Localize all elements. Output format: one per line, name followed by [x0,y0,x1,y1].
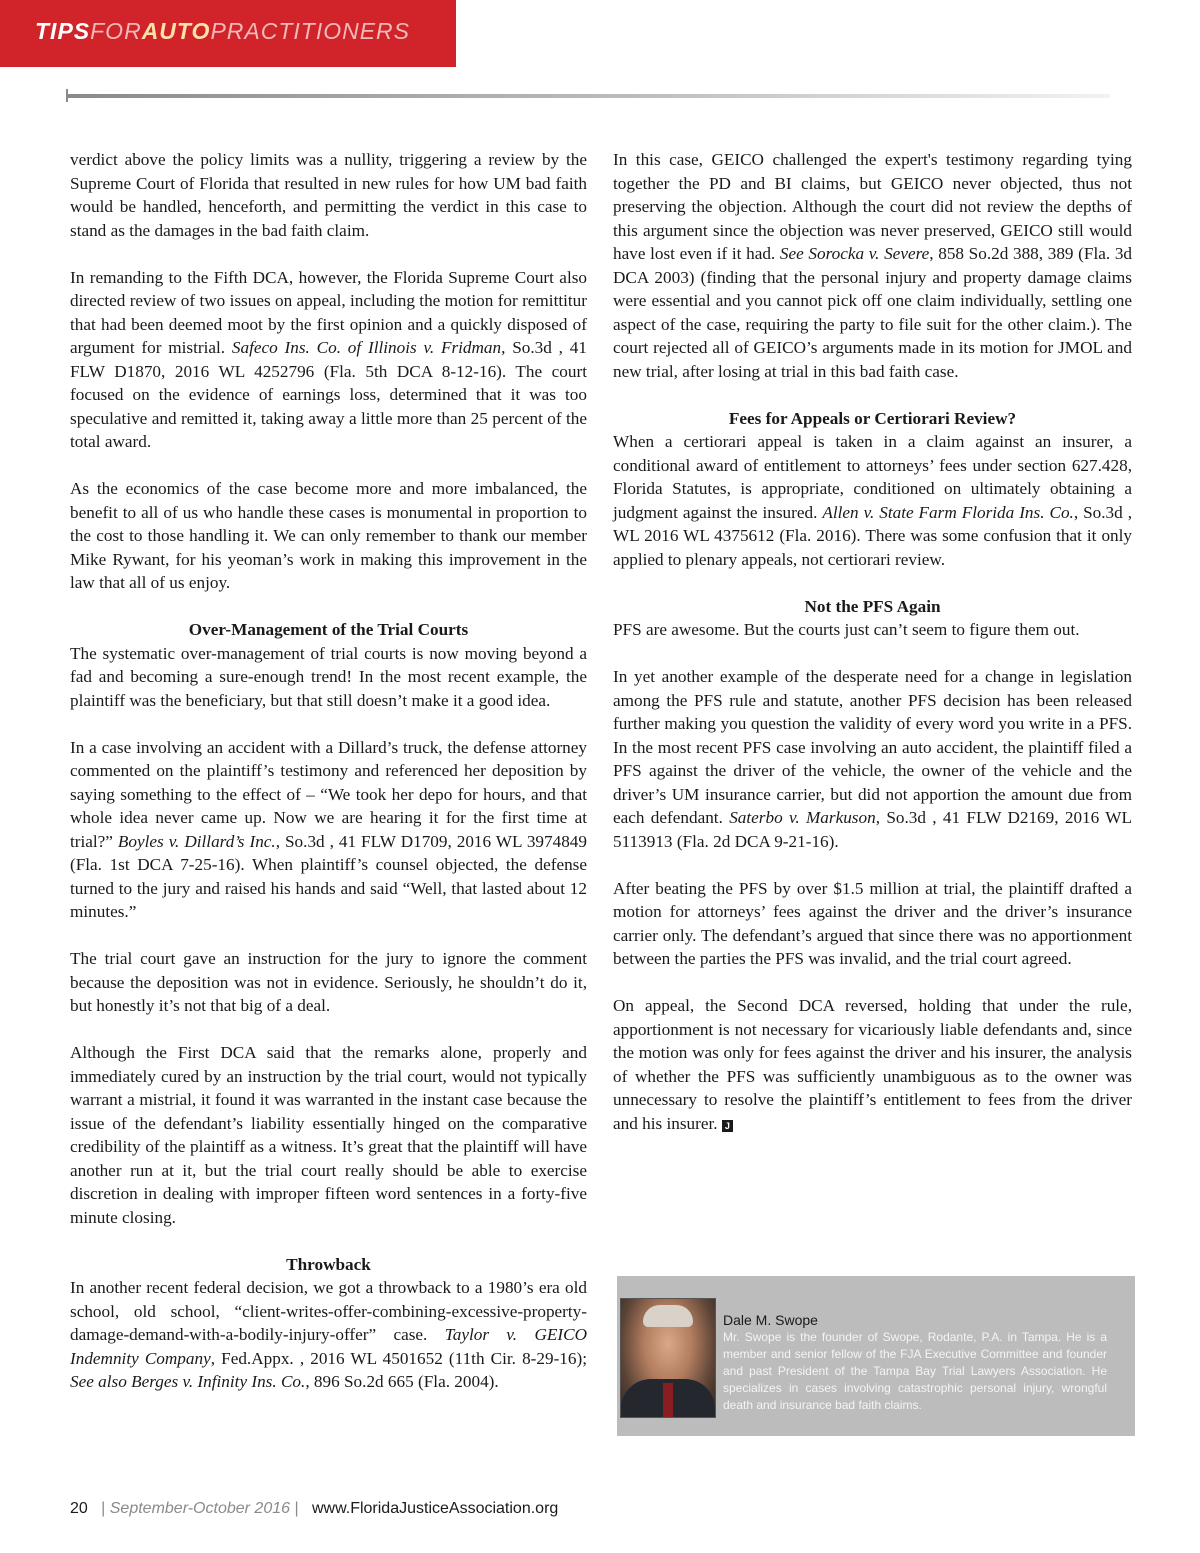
case-citation: Boyles v. Dillard’s Inc. [117,831,276,851]
paragraph: On appeal, the Second DCA reversed, holding that under the rule, apportionment is not necessary for vicariously liable defendants and, since the motion was only for fees against the driver and his insurer, the analysis of whether the PFS was sufficiently unambiguous as to the owner was unnecessary to resolve the plaintiff’s entitlement to fees from the driver and his insurer. J [613,996,1132,1133]
paragraph: As the economics of the case become more and more imbalanced, the benefit to all of us who handle these cases is monumental in proportion to the cost to those handling it. We can only remember to thank our member Mike Rywant, for his yeoman’s work in making this improvement in the law that all of us enjoy. [70,479,587,592]
website-link[interactable]: www.FloridaJusticeAssociation.org [311,1500,559,1517]
paragraph: verdict above the policy limits was a nullity, triggering a review by the Supreme Court of Florida that resulted in new rules for how UM bad faith would be handled, henceforth, and permitting the verdict in this case to stand as the damages in the bad faith claim. [70,150,587,240]
paragraph: In a case involving an accident with a Dillard’s truck, the defense attorney commented on the plaintiff’s testimony and referenced her deposition by saying something to the effect of – “We took her depo for hours, and that whole idea never came up. Now we are hearing it for the first time at trial?” Boyles v. Dillard’s Inc., So.3d , 41 FLW D1709, 2016 WL 3974849 (Fla. 1st DCA 7-25-16). When plaintiff’s counsel objected, the defense turned to the jury and raised his hands and said “Well, that lasted about 12 minutes.” [70,737,587,921]
author-photo [620,1298,716,1418]
case-citation: See Sorocka v. Severe [779,244,930,263]
author-description: Mr. Swope is the founder of Swope, Rodante, P.A. in Tampa. He is a member and senior fellow of the FJA Executive Committee and founder and past President of the Tampa Bay Trial Lawyers Association. He specializes in cases involving catastrophic personal injury, wrongful death and insurance bad faith claims. [723,1330,1107,1412]
case-citation: Allen v. State Farm Florida Ins. Co. [822,502,1074,522]
right-column [613,148,1132,1159]
author-bio-box [617,1276,1135,1436]
case-citation: Taylor v. GEICO Indemnity Company [70,1325,587,1368]
issue-date: September-October 2016 [109,1500,291,1517]
section-heading: Fees for Appeals or Certiorari Review? [728,408,1017,428]
section-heading: Not the PFS Again [804,596,941,616]
section-banner [0,0,456,67]
case-citation: See also Berges v. Infinity Ins. Co. [70,1372,306,1391]
page-footer: 20 | September-October 2016 | www.FloridaJusticeAssociation.org [70,1500,559,1517]
section-heading: Throwback [286,1254,371,1274]
paragraph: In another recent federal decision, we got a throwback to a 1980’s era old school, old school, “client-writes-offer-combining-excessive-property-damage-demand-with-a-bodily-injury-offer” case. Taylor v. GEICO Indemnity Company, Fed.Appx. , 2016 WL 4501652 (11th Cir. 8-29-16); See also Berges v. Infinity Ins. Co., 896 So.2d 665 (Fla. 2004). [70,1278,587,1391]
paragraph: In yet another example of the desperate need for a change in legislation among the PFS rule and statute, another PFS decision has been released further making you question the validity of every word you write in a PFS. In the most recent PFS case involving an auto accident, the plaintiff filed a PFS against the driver of the vehicle, the owner of the vehicle and the driver’s UM insurance carrier, but did not apportion the amount due from each defendant. Saterbo v. Markuson, So.3d , 41 FLW D2169, 2016 WL 5113913 (Fla. 2d DCA 9-21-16). [613,667,1132,851]
paragraph: In remanding to the Fifth DCA, however, the Florida Supreme Court also directed review of two issues on appeal, including the motion for remittitur that had been deemed moot by the first opinion and a quickly disposed of argument for mistrial. Safeco Ins. Co. of Illinois v. Fridman, So.3d , 41 FLW D1870, 2016 WL 4252796 (Fla. 5th DCA 8-12-16). The court focused on the evidence of earnings loss, determined that it was too speculative and remitted it, taking away a little more than 25 percent of the total award. [70,267,587,451]
end-mark-icon: J [722,1120,733,1132]
paragraph: The trial court gave an instruction for the jury to ignore the comment because the deposition was not in evidence. Seriously, he shouldn’t do it, but honestly it’s not that big of a deal. [70,949,587,1015]
header-rule [66,94,1110,98]
paragraph: In this case, GEICO challenged the expert's testimony regarding tying together the PD and BI claims, but GEICO never objected, thus not preserving the objection. Although the court did not review the depths of this argument since the objection was never preserved, GEICO still would have lost even if it had. See Sorocka v. Severe, 858 So.2d 388, 389 (Fla. 3d DCA 2003) (finding that the personal injury and property damage claims were essential and you cannot pick off one claim individually, settling one aspect of the case, requiring the party to file suit for the other claim.). The court rejected all of GEICO’s arguments made in its motion for JMOL and new trial, after losing at trial in this bad faith case. [613,150,1133,381]
case-citation: Safeco Ins. Co. of Illinois v. Fridman [231,338,502,357]
case-citation: Saterbo v. Markuson [729,808,876,827]
section-heading: Over-Management of the Trial Courts [188,620,469,639]
author-name: Dale M. Swope [723,1312,818,1328]
section-title: TIPSFORAUTOPRACTITIONERS [35,18,411,44]
paragraph: When a certiorari appeal is taken in a claim against an insurer, a conditional award of entitlement to attorneys’ fees under section 627.428, Florida Statutes, is appropriate, conditioned on ultimately obtaining a judgment against the insured. Allen v. State Farm Florida Ins. Co., So.3d , WL 2016 WL 4375612 (Fla. 2016). There was some confusion that it only applied to plenary appeals, not certiorari review. [613,432,1133,569]
left-column [70,148,587,1394]
paragraph: After beating the PFS by over $1.5 million at trial, the plaintiff drafted a motion for attorneys’ fees against the driver and the driver’s insurance carrier only. The defendant’s argued that since there was no apportionment between the parties the PFS was invalid, and the trial court agreed. [613,878,1132,968]
paragraph: PFS are awesome. But the courts just can’t seem to figure them out. [613,620,1080,639]
paragraph: Although the First DCA said that the remarks alone, properly and immediately cured by an instruction by the trial court, would not typically warrant a mistrial, it found it was warranted in the instant case because the issue of the defendant’s liability essentially hinged on the comparative credibility of the plaintiff as a witness. It’s great that the plaintiff will have another run at it, but the trial court really should be able to exercise discretion in dealing with improper fifteen word sentences in a forty-five minute closing. [70,1043,587,1227]
paragraph: The systematic over-management of trial courts is now moving beyond a fad and becoming a sure-enough trend! In the most recent example, the plaintiff was the beneficiary, but that still doesn’t make it a good idea. [70,643,587,710]
page-number: 20 [70,1500,88,1517]
